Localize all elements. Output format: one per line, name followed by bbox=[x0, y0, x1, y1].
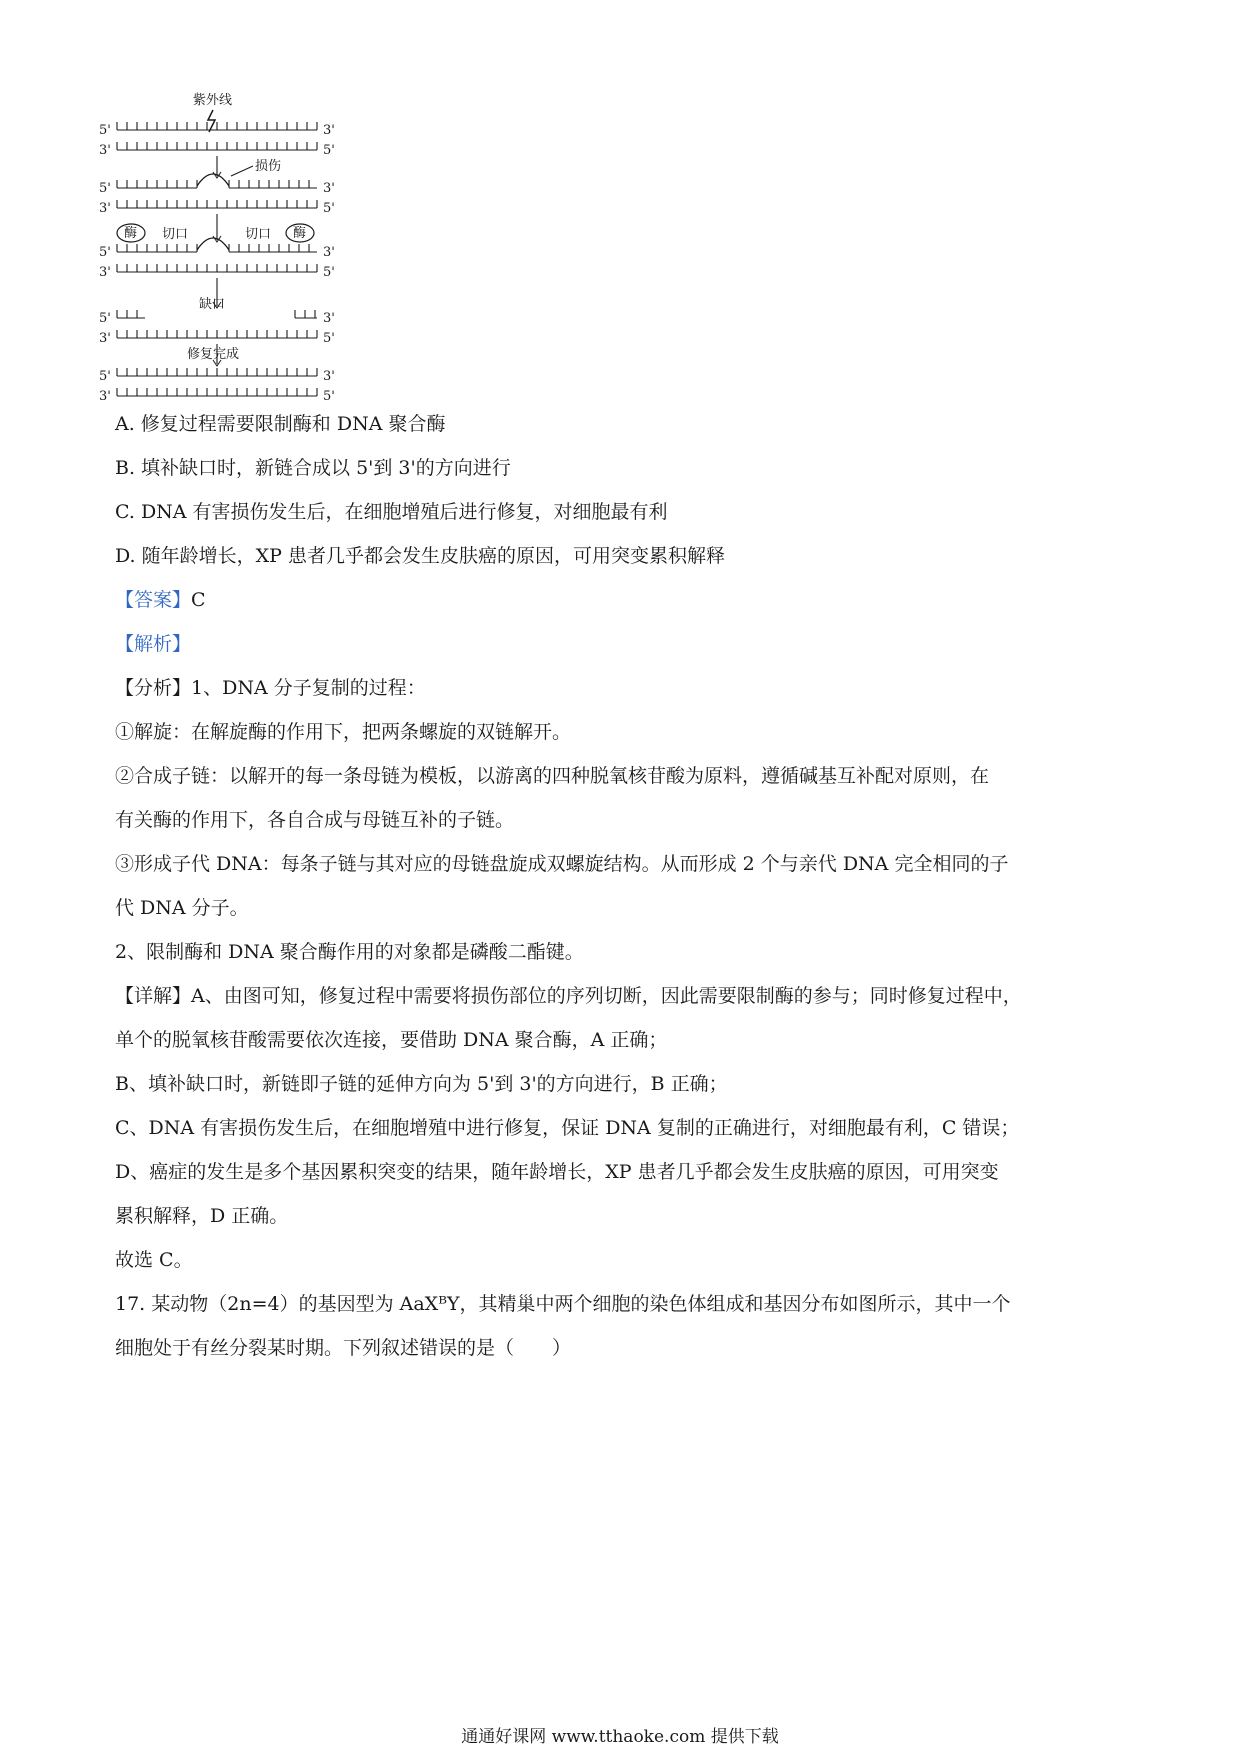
lightning-icon bbox=[208, 110, 215, 132]
enzyme-left-label: 酶 bbox=[124, 226, 138, 241]
end-3-label: 3' bbox=[323, 311, 335, 326]
body-line: ①解旋：在解旋酶的作用下，把两条螺旋的双链解开。 bbox=[115, 721, 572, 743]
option-d: D. 随年龄增长，XP 患者几乎都会发生皮肤癌的原因，可用突变累积解释 bbox=[115, 545, 725, 567]
end-3-label: 3' bbox=[323, 369, 335, 384]
end-5-label: 5' bbox=[99, 181, 111, 196]
end-5-label: 5' bbox=[323, 331, 335, 346]
body-line: 累积解释，D 正确。 bbox=[115, 1205, 289, 1227]
end-5-label: 5' bbox=[99, 311, 111, 326]
end-5-label: 5' bbox=[99, 369, 111, 384]
end-3-label: 3' bbox=[99, 265, 111, 280]
end-3-label: 3' bbox=[99, 331, 111, 346]
excised-bump bbox=[197, 238, 229, 250]
body-line: 代 DNA 分子。 bbox=[115, 897, 249, 919]
option-b: B. 填补缺口时，新链合成以 5'到 3'的方向进行 bbox=[115, 457, 511, 479]
option-c: C. DNA 有害损伤发生后，在细胞增殖后进行修复，对细胞最有利 bbox=[115, 501, 668, 523]
damage-arrow bbox=[231, 166, 253, 176]
answer-line bbox=[115, 586, 206, 614]
question-17-line-1: 17. 某动物（2n=4）的基因型为 AaXᴮY，其精巢中两个细胞的染色体组成和基因分布如图所示，其中一个 bbox=[115, 1293, 1011, 1315]
body-line: 【详解】A、由图可知，修复过程中需要将损伤部位的序列切断，因此需要限制酶的参与；同时修复过程中， bbox=[115, 985, 1022, 1007]
end-3-label: 3' bbox=[323, 181, 335, 196]
page-footer: 通通好课网 www.tthaoke.com 提供下载 bbox=[461, 1727, 779, 1747]
body-line: 【分析】1、DNA 分子复制的过程： bbox=[115, 677, 426, 699]
damage-bump bbox=[197, 174, 229, 186]
end-3-label: 3' bbox=[323, 245, 335, 260]
body-line: B、填补缺口时，新链即子链的延伸方向为 5'到 3'的方向进行，B 正确； bbox=[115, 1073, 728, 1095]
body-line: 有关酶的作用下，各自合成与母链互补的子链。 bbox=[115, 809, 515, 831]
damage-label: 损伤 bbox=[255, 159, 282, 174]
body-line: ②合成子链：以解开的每一条母链为模板，以游离的四种脱氧核苷酸为原料，遵循碱基互补配对原则，在 bbox=[115, 765, 990, 787]
nick-right-label: 切口 bbox=[245, 227, 272, 242]
done-label: 修复完成 bbox=[187, 347, 240, 362]
body-line: 单个的脱氧核苷酸需要依次连接，要借助 DNA 聚合酶，A 正确； bbox=[115, 1029, 668, 1051]
answer-tag: 【答案】 bbox=[115, 589, 192, 611]
dna-repair-diagram bbox=[99, 90, 405, 450]
enzyme-right-label: 酶 bbox=[293, 226, 307, 241]
question-17-line-2: 细胞处于有丝分裂某时期。下列叙述错误的是（ ） bbox=[115, 1337, 572, 1359]
body-line: 2、限制酶和 DNA 聚合酶作用的对象都是磷酸二酯键。 bbox=[115, 941, 584, 963]
end-5-label: 5' bbox=[323, 143, 335, 158]
body-line: ③形成子代 DNA：每条子链与其对应的母链盘旋成双螺旋结构。从而形成 2 个与亲代 DNA 完全相同的子 bbox=[115, 853, 1009, 875]
end-5-label: 5' bbox=[99, 245, 111, 260]
analysis-tag: 【解析】 bbox=[115, 633, 192, 655]
end-5-label: 5' bbox=[99, 123, 111, 138]
gap-label: 缺口 bbox=[199, 297, 226, 312]
end-5-label: 5' bbox=[323, 389, 335, 404]
end-5-label: 5' bbox=[323, 265, 335, 280]
end-3-label: 3' bbox=[99, 143, 111, 158]
answer-value: C bbox=[191, 589, 206, 611]
body-line: 故选 C。 bbox=[115, 1249, 193, 1271]
end-5-label: 5' bbox=[323, 201, 335, 216]
end-3-label: 3' bbox=[99, 389, 111, 404]
dna-repair-svg bbox=[99, 90, 405, 450]
end-3-label: 3' bbox=[99, 201, 111, 216]
body-line: D、癌症的发生是多个基因累积突变的结果，随年龄增长，XP 患者几乎都会发生皮肤癌的原因，可用突变 bbox=[115, 1161, 999, 1183]
uv-label: 紫外线 bbox=[193, 93, 233, 108]
option-a: A. 修复过程需要限制酶和 DNA 聚合酶 bbox=[115, 413, 446, 435]
end-3-label: 3' bbox=[323, 123, 335, 138]
body-line: C、DNA 有害损伤发生后，在细胞增殖中进行修复，保证 DNA 复制的正确进行，对细胞最有利，C 错误； bbox=[115, 1117, 1020, 1139]
nick-left-label: 切口 bbox=[162, 227, 189, 242]
